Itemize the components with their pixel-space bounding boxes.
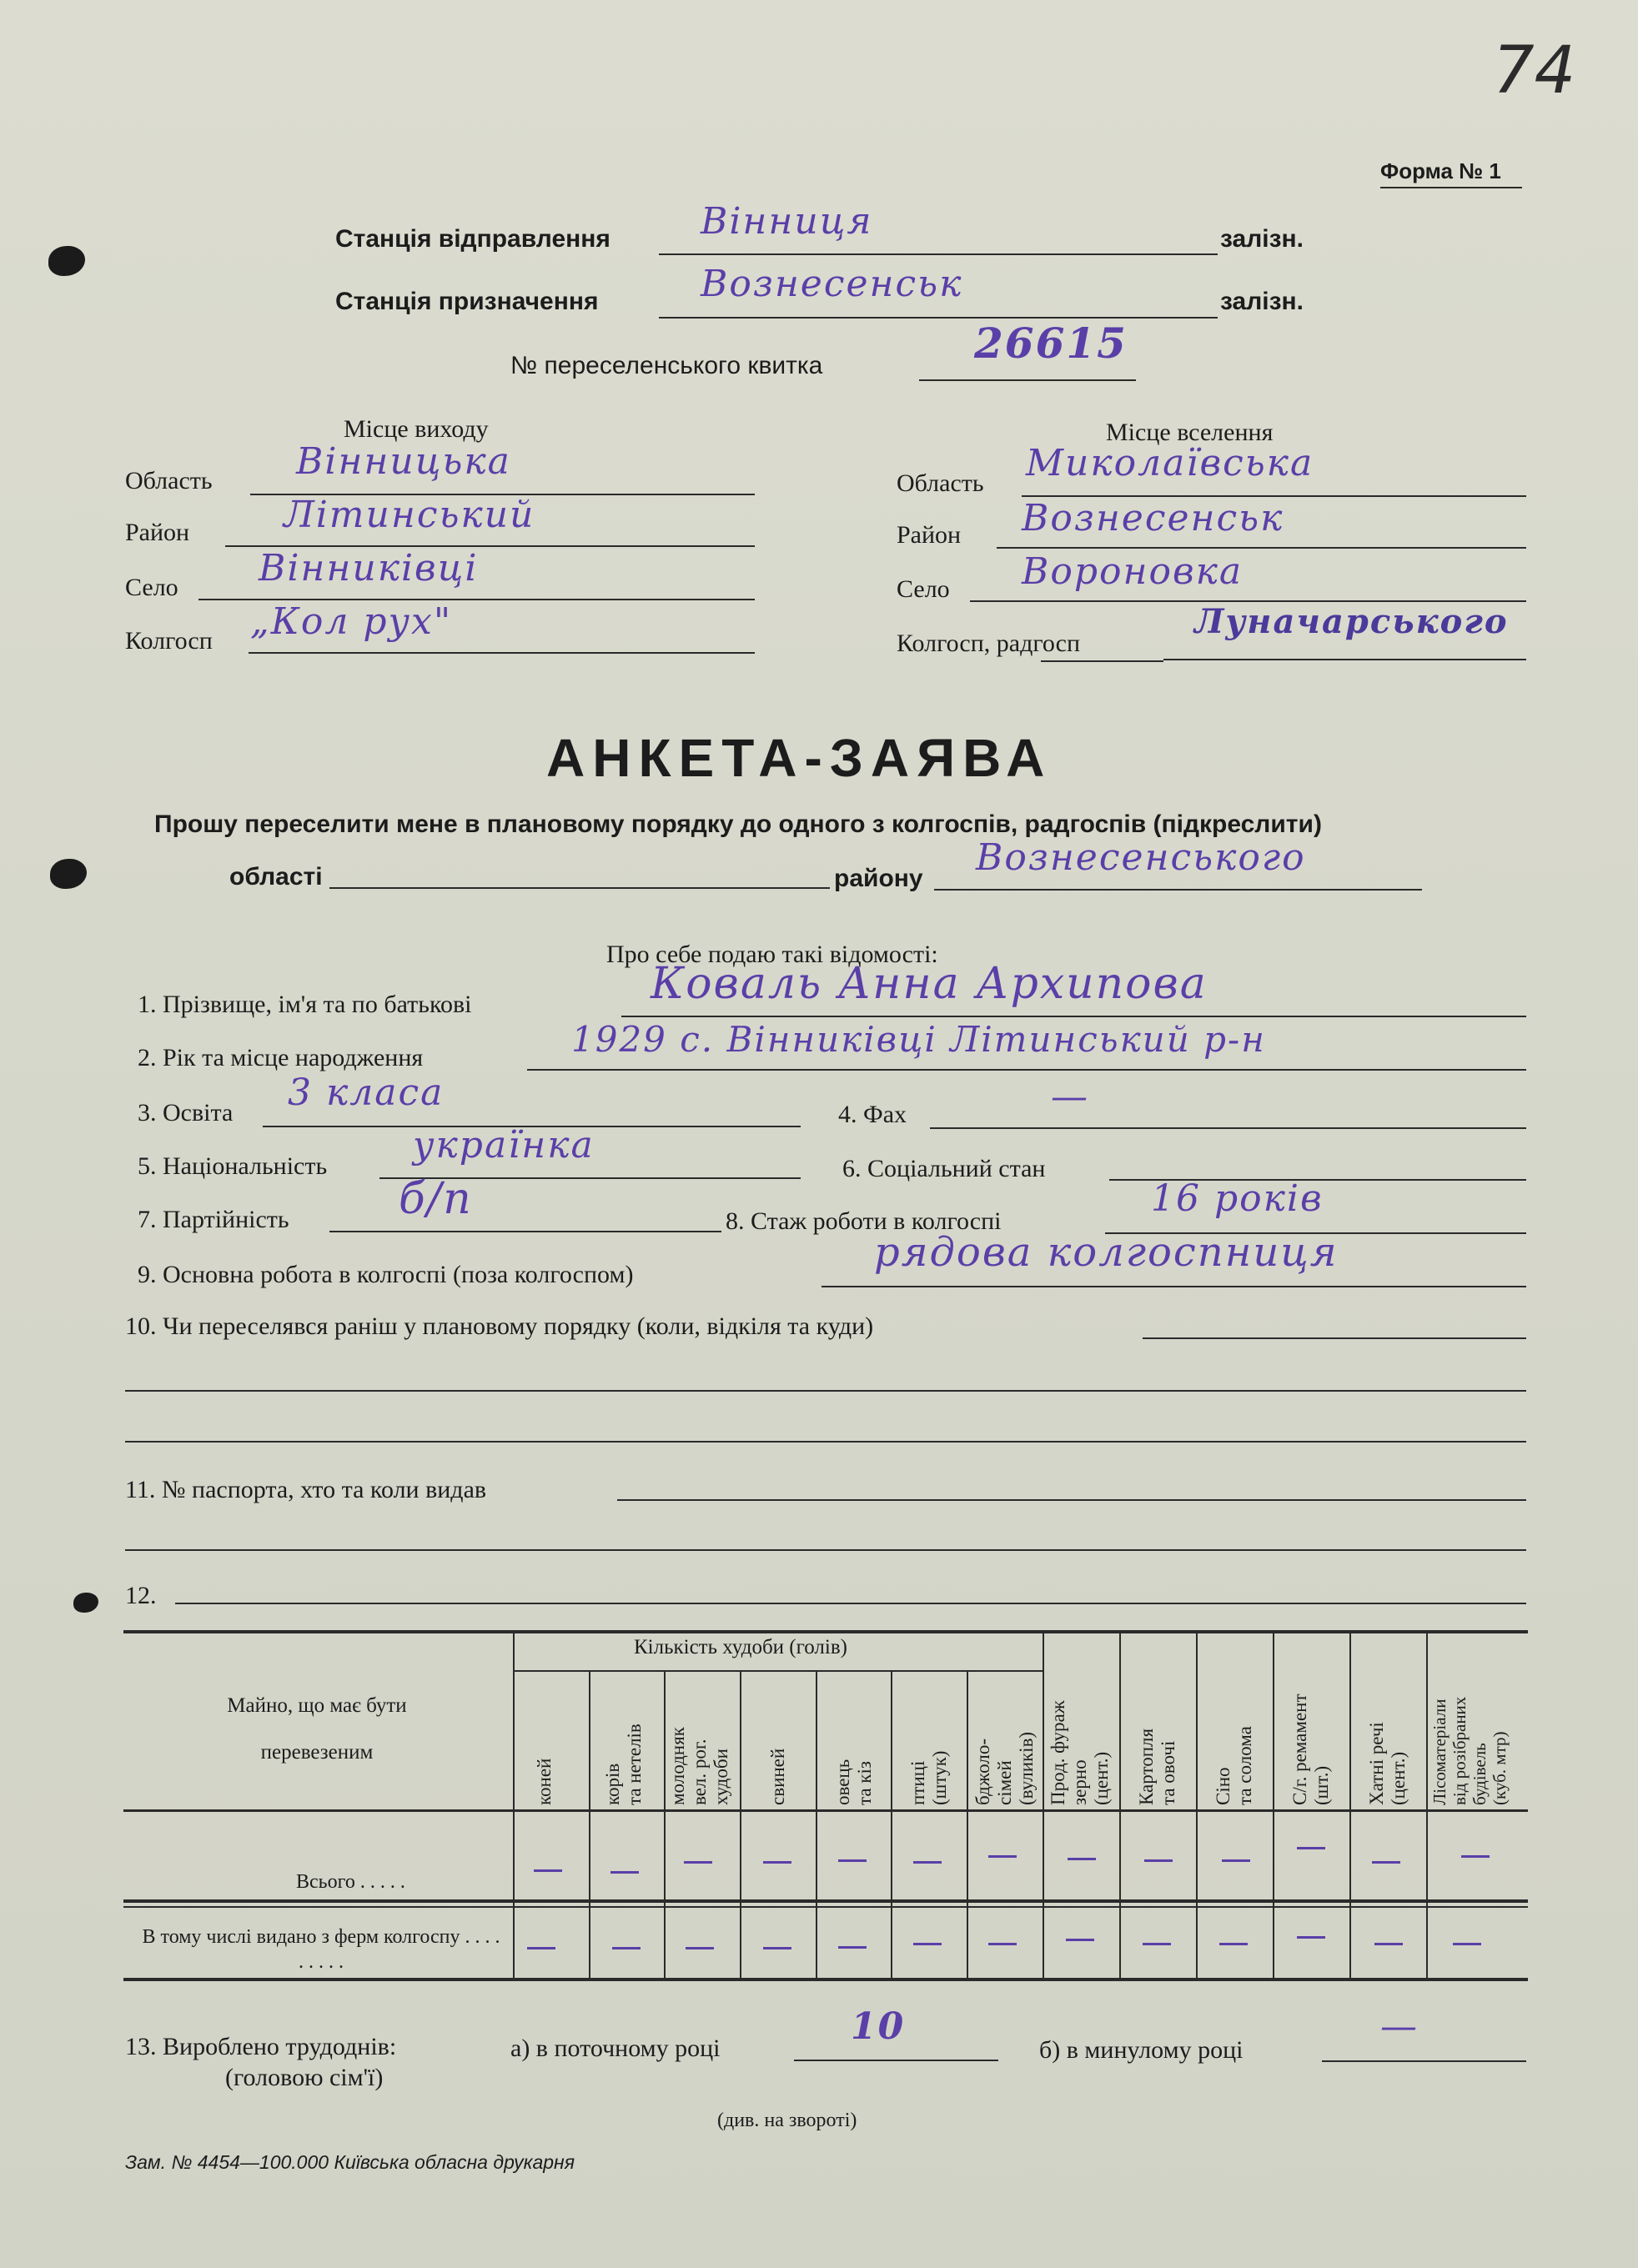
table-row-total-label: Всього . . . . . — [296, 1871, 405, 1893]
destination-kolhosp-label: Колгосп, радгосп — [897, 630, 1081, 657]
field-13-current-value: 10 — [851, 2005, 906, 2048]
table-row-farm-label: В тому числі видано з ферм колгоспу . . . . . . . . . — [142, 1926, 500, 1973]
field-3-value: 3 класа — [288, 1071, 445, 1114]
request-text: Прошу переселити мене в плановому порядку до одного з колгоспів, радгоспів (підкреслити) — [154, 810, 1322, 838]
field-7-value: б/п — [399, 1174, 473, 1224]
punch-hole — [48, 246, 85, 276]
destination-selo-label: Село — [897, 575, 950, 603]
destination-kolhosp-value: Луначарського — [1194, 602, 1509, 641]
table-row-header: Майно, що має бути перевезеним — [227, 1694, 407, 1764]
field-3-label: 3. Освіта — [138, 1099, 234, 1126]
field-7-label: 7. Партійність — [138, 1206, 289, 1233]
origin-kolhosp-label: Колгосп — [125, 627, 213, 655]
railway-suffix-1: залізн. — [1220, 225, 1304, 253]
field-6-label: 6. Соціальний стан — [842, 1155, 1046, 1182]
table-col-horses: коней — [534, 1758, 555, 1805]
table-col-timber: Лісоматеріали від розібраних будівель (куб. мтр) — [1429, 1696, 1510, 1805]
table-col-poultry: птиці (штук) — [907, 1750, 950, 1805]
origin-oblast-value: Вінницька — [296, 440, 511, 483]
destination-oblast-label: Область — [897, 469, 984, 497]
origin-selo-value: Вінниківці — [259, 547, 479, 590]
field-9-value: рядова колгоспниця — [874, 1229, 1339, 1276]
archive-number: 74 — [1493, 33, 1576, 108]
destination-station-label: Станція призначення — [335, 288, 599, 315]
printer-imprint: Зам. № 4454—100.000 Київська обласна друкарня — [125, 2151, 575, 2173]
punch-hole — [73, 1593, 98, 1613]
field-4-label: 4. Фах — [838, 1101, 907, 1128]
origin-raion-label: Район — [125, 519, 190, 546]
field-5-value: українка — [413, 1124, 595, 1167]
destination-raion-label: Район — [897, 521, 962, 549]
field-13-label: 13. Вироблено трудоднів: — [125, 2033, 397, 2060]
origin-oblast-label: Область — [125, 467, 213, 494]
field-9-label: 9. Основна робота в колгоспі (поза колгоспом) — [138, 1261, 634, 1288]
table-col-grain: Прод. фураж зерно (цент.) — [1048, 1700, 1112, 1805]
table-col-young-cattle: молодняк вел. рог. худоби — [667, 1727, 731, 1805]
origin-raion-value: Літинський — [284, 494, 535, 536]
field-4-value: — — [1051, 1076, 1089, 1118]
field-13-past-label: б) в минулому році — [1039, 2036, 1244, 2064]
table-col-sheep: овець та кіз — [832, 1759, 875, 1805]
field-13-past-value: — — [1380, 2005, 1419, 2048]
destination-title: Місце вселення — [1106, 419, 1274, 446]
table-col-beehives: бджоло- сімей (вуликів) — [972, 1731, 1037, 1805]
origin-title: Місце виходу — [344, 415, 489, 443]
info-intro: Про себе подаю такі відомості: — [606, 941, 938, 968]
table-col-cows: корів та нетелів — [602, 1724, 645, 1805]
table-col-pigs: свиней — [767, 1748, 788, 1805]
field-8-label: 8. Стаж роботи в колгоспі — [726, 1207, 1002, 1235]
ticket-value: 26615 — [974, 319, 1128, 368]
departure-station-label: Станція відправлення — [335, 225, 610, 253]
field-1-value: Коваль Анна Архипова — [651, 959, 1208, 1009]
table-col-hay: Сіно та солома — [1213, 1726, 1255, 1805]
origin-kolhosp-value: „Кол рух" — [250, 600, 453, 643]
table-col-equipment: С/г. ремамент (шт.) — [1289, 1693, 1332, 1805]
destination-raion-value: Вознесенськ — [1022, 497, 1284, 539]
field-13-current-label: а) в поточному році — [510, 2035, 721, 2062]
raion-value: Вознесенського — [976, 836, 1306, 879]
see-back-note: (див. на звороті) — [717, 2110, 857, 2131]
oblast-label: області — [229, 863, 323, 891]
field-10-label: 10. Чи переселявся раніш у плановому порядку (коли, відкіля та куди) — [125, 1312, 874, 1340]
main-title: АНКЕТА-ЗАЯВА — [546, 728, 1053, 788]
field-5-label: 5. Національність — [138, 1152, 328, 1180]
raion-label: району — [834, 865, 923, 892]
destination-selo-value: Вороновка — [1022, 550, 1244, 593]
field-12-label: 12. — [125, 1582, 157, 1609]
field-11-label: 11. № паспорта, хто та коли видав — [125, 1476, 487, 1503]
field-13-sub: (головою сім'ї) — [225, 2064, 384, 2091]
destination-station-value: Вознесенськ — [701, 263, 963, 305]
railway-suffix-2: залізн. — [1220, 288, 1304, 315]
field-8-value: 16 років — [1151, 1177, 1324, 1220]
table-col-potatoes: Картопля та овочі — [1136, 1728, 1178, 1805]
form-number: Форма № 1 — [1380, 158, 1501, 183]
table-col-household: Хатні речі (цент.) — [1366, 1722, 1409, 1805]
origin-selo-label: Село — [125, 574, 178, 601]
punch-hole — [50, 859, 87, 889]
field-2-value: 1929 с. Вінниківці Літинський р-н — [571, 1019, 1266, 1060]
ticket-label: № переселенського квитка — [510, 352, 823, 379]
field-2-label: 2. Рік та місце народження — [138, 1044, 424, 1071]
table-livestock-header: Кількість худоби (голів) — [634, 1636, 847, 1658]
field-1-label: 1. Прізвище, ім'я та по батькові — [138, 991, 472, 1018]
departure-station-value: Вінниця — [701, 200, 873, 243]
destination-oblast-value: Миколаївська — [1026, 442, 1314, 484]
